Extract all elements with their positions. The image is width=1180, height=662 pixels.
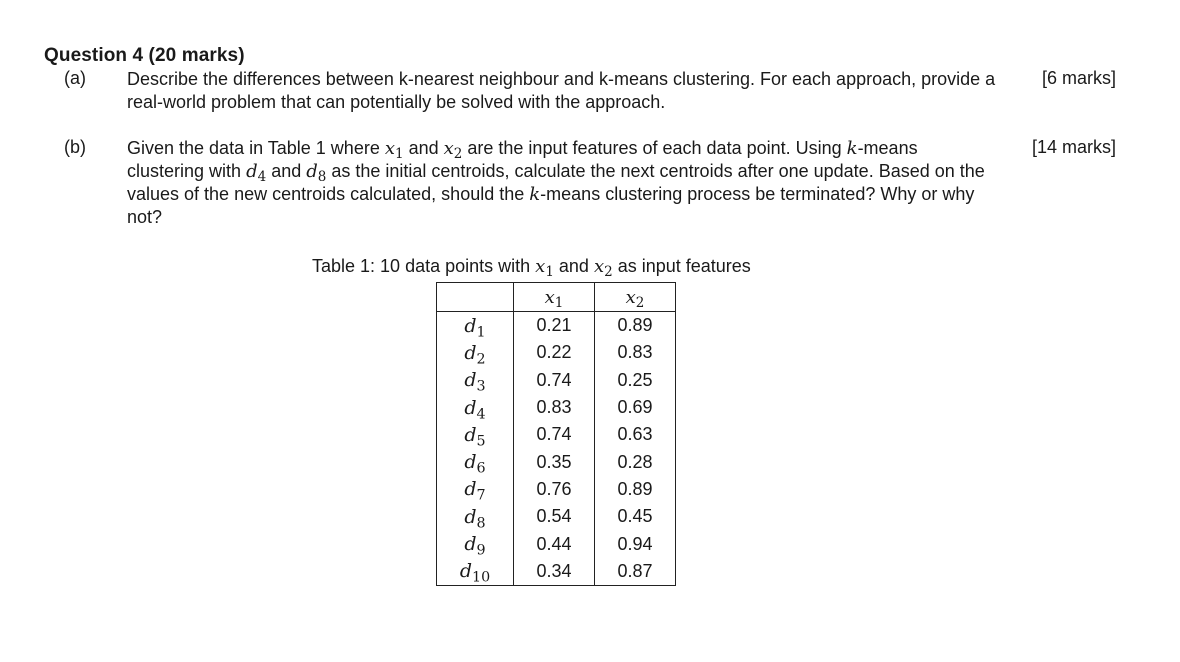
part-a-marks: [6 marks]: [1041, 68, 1116, 88]
k-symbol: k: [846, 138, 858, 159]
table-row: [437, 476, 676, 503]
part-a-label: (a): [64, 68, 86, 88]
part-b-seg3: are the input features of each data point. Using: [462, 138, 847, 158]
table-row: [437, 448, 676, 475]
cell-x2: 0.83: [595, 339, 676, 366]
header-empty-cell: [437, 283, 514, 312]
d8-symbol: $d_8$: [306, 161, 327, 186]
part-b-seg5: and: [266, 161, 307, 181]
row-label: $d_3$: [437, 367, 514, 394]
row-label: $d_7$: [437, 476, 514, 503]
table-row: [437, 312, 676, 340]
table-row: [437, 367, 676, 394]
d4-symbol: $d_4$: [246, 161, 267, 186]
cell-x1: 0.35: [514, 448, 595, 475]
table-row: [437, 503, 676, 530]
row-label: $d_8$: [437, 503, 514, 530]
data-points-table: [436, 282, 676, 586]
cell-x2: 0.89: [595, 312, 676, 340]
part-b-label: (b): [64, 137, 86, 157]
x2-symbol: $x_2$: [443, 138, 463, 163]
part-b-seg7: -means clustering process be terminated? Why or why not?: [127, 184, 975, 227]
row-label: $d_2$: [437, 339, 514, 366]
cell-x1: 0.74: [514, 421, 595, 448]
cell-x2: 0.69: [595, 394, 676, 421]
table-body: [437, 312, 676, 586]
cell-x2: 0.89: [595, 476, 676, 503]
cell-x1: 0.34: [514, 558, 595, 586]
table-row: [437, 394, 676, 421]
cell-x1: 0.83: [514, 394, 595, 421]
cell-x2: 0.94: [595, 530, 676, 557]
table-row: [437, 421, 676, 448]
cell-x2: 0.28: [595, 448, 676, 475]
part-b-seg6: as the initial centroids, calculate the next centroids after one update. Based on the values of the new centroids calculated, should the: [127, 161, 985, 204]
cell-x2: 0.63: [595, 421, 676, 448]
header-x2: $x_2$: [595, 283, 676, 312]
row-label: $d_{10}$: [437, 558, 514, 586]
cell-x1: 0.44: [514, 530, 595, 557]
cell-x2: 0.25: [595, 367, 676, 394]
table-row: [437, 558, 676, 586]
cell-x1: 0.74: [514, 367, 595, 394]
row-label: $d_9$: [437, 530, 514, 557]
table-row: [437, 530, 676, 557]
part-b-seg4: -means clustering with: [127, 138, 918, 181]
row-label: $d_6$: [437, 448, 514, 475]
cell-x1: 0.22: [514, 339, 595, 366]
cell-x1: 0.54: [514, 503, 595, 530]
x1-symbol: $x_1$: [535, 256, 554, 281]
part-a-text: Describe the differences between k-nearest neighbour and k-means clustering. For each approach, provide a real-world problem that can potentially be solved with the approach.: [127, 69, 996, 112]
cell-x1: 0.21: [514, 312, 595, 340]
part-b-seg2: and: [403, 138, 444, 158]
header-x1: $x_1$: [514, 283, 595, 312]
table-header-row: [437, 283, 676, 312]
table-row: [437, 339, 676, 366]
k-symbol: k: [529, 184, 541, 205]
part-b-text: [127, 137, 989, 229]
cell-x2: 0.45: [595, 503, 676, 530]
question-title: Question 4 (20 marks): [44, 45, 245, 66]
cell-x2: 0.87: [595, 558, 676, 586]
row-label: $d_1$: [437, 312, 514, 340]
table-caption: Table 1: 10 data points with $x_1$ and $x_2$ as input features: [312, 256, 751, 281]
row-label: $d_5$: [437, 421, 514, 448]
x1-symbol: $x_1$: [384, 138, 404, 163]
row-label: $d_4$: [437, 394, 514, 421]
x2-symbol: $x_2$: [593, 256, 613, 281]
cell-x1: 0.76: [514, 476, 595, 503]
part-b-marks: [14 marks]: [1031, 137, 1116, 157]
part-b-seg1: Given the data in Table 1 where: [127, 138, 385, 158]
